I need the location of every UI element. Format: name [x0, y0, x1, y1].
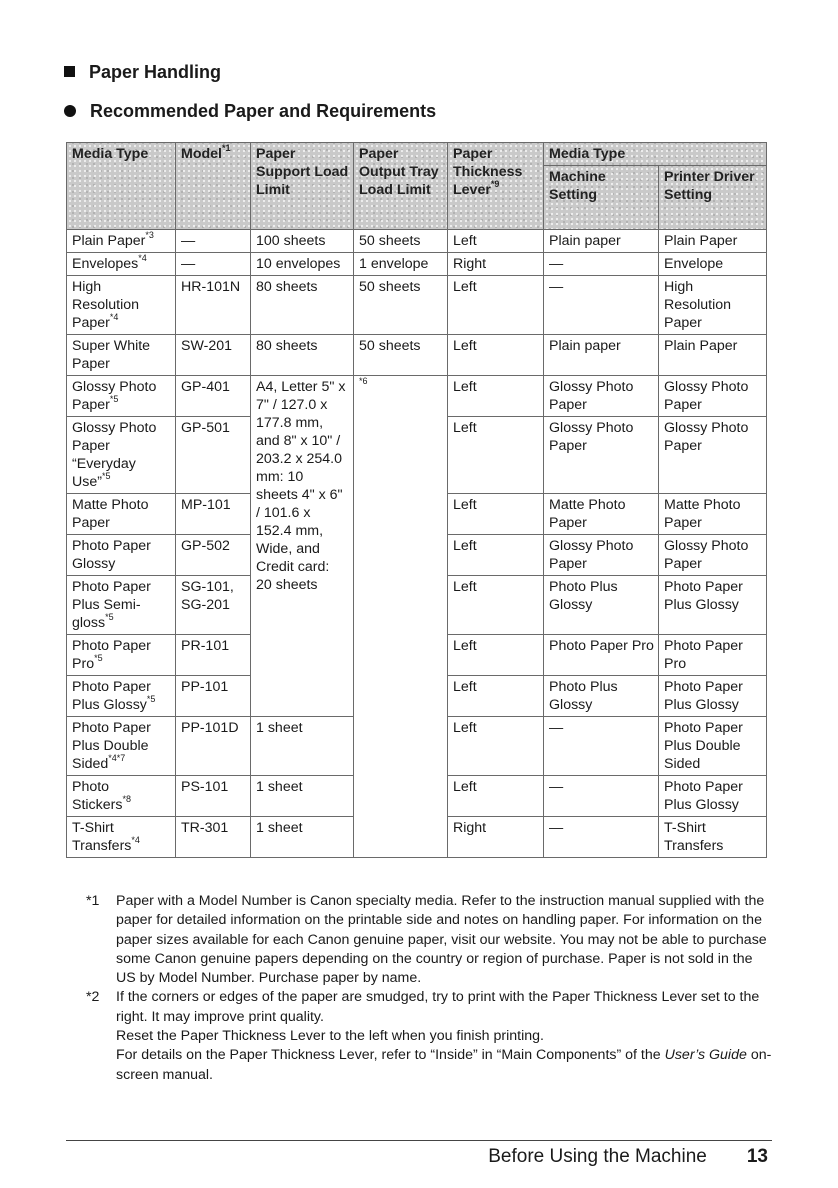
- footnote-2: *2 If the corners or edges of the paper are smudged, try to print with the Paper Thickness Lever set to the right. It may improve print quality. Reset the Paper Thickness Lever to the left when you finish printing. For details on the Paper Thickness Lever, refer to “Inside” in “Main Components” of the User’s Guide on-screen manual.: [86, 989, 772, 1083]
- table-cell: HR-101N: [176, 276, 251, 335]
- table-cell: Glossy Photo Paper “Everyday Use”$^{*5}$: [67, 417, 176, 494]
- table-row: [67, 230, 767, 253]
- table-row: [67, 253, 767, 276]
- table-cell: Left: [448, 576, 544, 635]
- table-cell: PS-101: [176, 776, 251, 817]
- footer-rule: [66, 1140, 772, 1141]
- table-cell: —: [544, 717, 659, 776]
- table-cell: Left: [448, 276, 544, 335]
- table-cell: Photo Paper Pro: [544, 635, 659, 676]
- table-cell: —: [176, 230, 251, 253]
- table-cell: 1 sheet: [251, 817, 354, 858]
- table-cell: —: [176, 253, 251, 276]
- table-cell: Plain Paper: [659, 230, 767, 253]
- table-cell: Right: [448, 817, 544, 858]
- table-cell: Plain paper: [544, 335, 659, 376]
- table-cell: Photo Plus Glossy: [544, 576, 659, 635]
- table-cell: Left: [448, 230, 544, 253]
- table-cell: Left: [448, 776, 544, 817]
- header-thickness-lever: Paper Thickness Lever$^{*9}$: [448, 143, 544, 230]
- table-cell: Left: [448, 417, 544, 494]
- table-cell: Glossy Photo Paper$^{*5}$: [67, 376, 176, 417]
- table-cell: Matte Photo Paper: [544, 494, 659, 535]
- table-cell: Photo Paper Plus Double Sided$^{*4*7}$: [67, 717, 176, 776]
- table-cell: 10 envelopes: [251, 253, 354, 276]
- table-cell: T-Shirt Transfers: [659, 817, 767, 858]
- table-cell: GP-502: [176, 535, 251, 576]
- table-cell: Glossy Photo Paper: [544, 417, 659, 494]
- header-tray-limit: Paper Output Tray Load Limit: [354, 143, 448, 230]
- table-cell: —: [544, 276, 659, 335]
- table-cell: 1 sheet: [251, 776, 354, 817]
- table-cell: Left: [448, 376, 544, 417]
- table-cell: Photo Paper Plus Glossy$^{*5}$: [67, 676, 176, 717]
- table-cell: 80 sheets: [251, 276, 354, 335]
- table-cell: Right: [448, 253, 544, 276]
- table-cell: 50 sheets: [354, 230, 448, 253]
- table-cell: —: [544, 253, 659, 276]
- table-cell: 80 sheets: [251, 335, 354, 376]
- footnotes: [86, 892, 776, 1085]
- table-cell: Plain Paper$^{*3}$: [67, 230, 176, 253]
- table-cell: PP-101: [176, 676, 251, 717]
- table-cell: SW-201: [176, 335, 251, 376]
- table-cell: 50 sheets: [354, 335, 448, 376]
- table-cell: 1 envelope: [354, 253, 448, 276]
- header-machine-setting: Machine Setting: [544, 166, 659, 230]
- table-cell: Envelopes$^{*4}$: [67, 253, 176, 276]
- table-cell: Photo Paper Plus Glossy: [659, 676, 767, 717]
- table-cell: Glossy Photo Paper: [659, 376, 767, 417]
- table-cell: 50 sheets: [354, 276, 448, 335]
- footer-title: Before Using the Machine: [488, 1146, 707, 1167]
- table-cell: Photo Paper Pro$^{*5}$: [67, 635, 176, 676]
- table-cell: Glossy Photo Paper: [544, 376, 659, 417]
- table-cell: Left: [448, 676, 544, 717]
- header-support-limit: Paper Support Load Limit: [251, 143, 354, 230]
- table-cell: Photo Paper Plus Glossy: [659, 576, 767, 635]
- table-cell: Left: [448, 717, 544, 776]
- table-cell: High Resolution Paper: [659, 276, 767, 335]
- circle-bullet-icon: [64, 105, 76, 117]
- table-cell: Plain paper: [544, 230, 659, 253]
- table-cell: Photo Paper Glossy: [67, 535, 176, 576]
- table-cell: Photo Paper Plus Double Sided: [659, 717, 767, 776]
- header-media-type: Media Type: [67, 143, 176, 230]
- table-cell: SG-101, SG-201: [176, 576, 251, 635]
- table-cell: —: [544, 776, 659, 817]
- table-cell: Photo Paper Plus Semi-gloss$^{*5}$: [67, 576, 176, 635]
- table-cell: Left: [448, 535, 544, 576]
- table-cell: T-Shirt Transfers$^{*4}$: [67, 817, 176, 858]
- merged-support-limit: A4, Letter 5" x 7" / 127.0 x 177.8 mm, and 8" x 10" / 203.2 x 254.0 mm: 10 sheets 4" x 6" / 101.6 x 152.4 mm, Wide, and Credit card: 20 sheets: [251, 376, 354, 717]
- table-cell: GP-501: [176, 417, 251, 494]
- subsection-title: Recommended Paper and Requirements: [64, 101, 436, 122]
- table-row: [67, 376, 767, 417]
- table-cell: Matte Photo Paper: [67, 494, 176, 535]
- table-cell: Envelope: [659, 253, 767, 276]
- table-cell: Left: [448, 494, 544, 535]
- page-number: 13: [746, 1146, 768, 1167]
- table-cell: Photo Plus Glossy: [544, 676, 659, 717]
- table-cell: Photo Paper Plus Glossy: [659, 776, 767, 817]
- table-cell: Photo Paper Pro: [659, 635, 767, 676]
- table-cell: GP-401: [176, 376, 251, 417]
- header-driver-setting: Printer Driver Setting: [659, 166, 767, 230]
- page-footer: [488, 1146, 768, 1168]
- table-cell: Glossy Photo Paper: [659, 417, 767, 494]
- table-cell: Glossy Photo Paper: [544, 535, 659, 576]
- header-media-type-setting: Media Type: [544, 143, 767, 166]
- table-cell: PR-101: [176, 635, 251, 676]
- table-cell: High Resolution Paper$^{*4}$: [67, 276, 176, 335]
- table-cell: Matte Photo Paper: [659, 494, 767, 535]
- table-cell: PP-101D: [176, 717, 251, 776]
- table-cell: Super White Paper: [67, 335, 176, 376]
- table-row: [67, 335, 767, 376]
- merged-tray-limit: *6: [354, 376, 448, 858]
- header-model: Model$^{*1}$: [176, 143, 251, 230]
- table-cell: MP-101: [176, 494, 251, 535]
- table-cell: —: [544, 817, 659, 858]
- table-cell: TR-301: [176, 817, 251, 858]
- square-bullet-icon: [64, 66, 75, 77]
- table-cell: Glossy Photo Paper: [659, 535, 767, 576]
- section-title: Paper Handling: [64, 62, 221, 83]
- table-cell: Plain Paper: [659, 335, 767, 376]
- footnote-1: *1 Paper with a Model Number is Canon specialty media. Refer to the instruction manual supplied with the paper for detailed information on the printable side and notes on handling paper. For information on the paper sizes available for each Canon genuine paper, visit our website. You may not be able to purchase some Canon genuine papers depending on the country or region of purchase. Paper is not sold in the US by Model Number. Purchase paper by name.: [86, 893, 767, 987]
- table-cell: Left: [448, 335, 544, 376]
- paper-requirements-table: [66, 142, 767, 858]
- table-cell: Photo Stickers$^{*8}$: [67, 776, 176, 817]
- table-cell: 100 sheets: [251, 230, 354, 253]
- table-cell: 1 sheet: [251, 717, 354, 776]
- table-cell: Left: [448, 635, 544, 676]
- table-row: [67, 276, 767, 335]
